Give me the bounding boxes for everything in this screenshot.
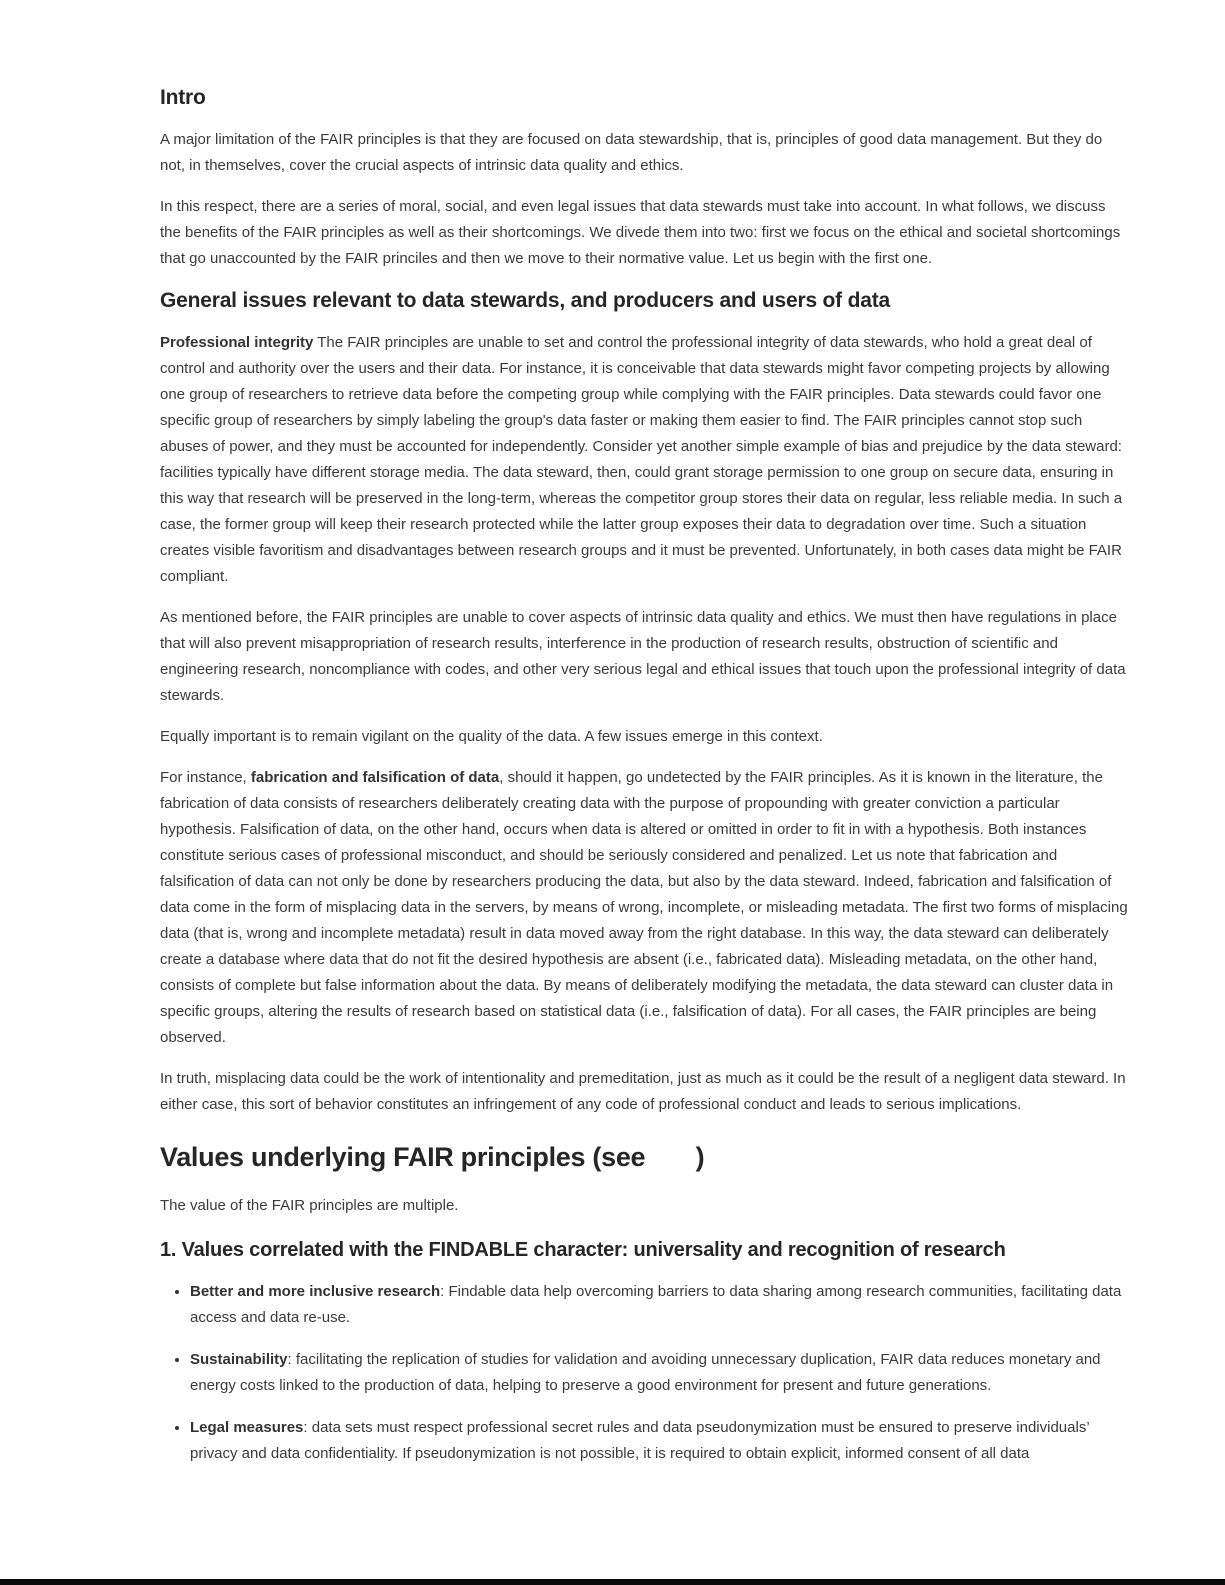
- paragraph-value-multiple: The value of the FAIR principles are multiple.: [160, 1197, 459, 1214]
- list-item-legal-measures: [190, 1415, 1130, 1467]
- text-segment: For instance,: [160, 769, 251, 786]
- paragraph-moral-social-legal: In this respect, there are a series of moral, social, and even legal issues that data stewards must take into account. In what follows, we discuss the benefits of the FAIR principles as well as their shortcomings. We divede them into two: first we focus on the ethical and societal shortcomings that go unaccounted by the FAIR princiles and then we move to their normative value. Let us begin with the first one.: [160, 198, 1121, 267]
- general-issues-heading: General issues relevant to data stewards, and producers and users of data: [160, 289, 890, 312]
- bullet-term: Sustainability: [190, 1351, 288, 1368]
- paragraph-fabrication-falsification: [160, 765, 1130, 1051]
- paragraph-equally-important: Equally important is to remain vigilant on the quality of the data. A few issues emerge in this context.: [160, 728, 823, 745]
- list-item-sustainability: [190, 1347, 1130, 1399]
- bullet-text: : facilitating the replication of studies for validation and avoiding unnecessary duplication, FAIR data reduces monetary and energy costs linked to the production of data, helping to preserve a good environment for present and future generations.: [190, 1351, 1101, 1394]
- bullet-text: : Findable data help overcoming barriers to data sharing among research communities, facilitating data access and data re-use.: [190, 1283, 1122, 1326]
- intro-heading: Intro: [160, 86, 206, 109]
- paragraph-in-truth: In truth, misplacing data could be the work of intentionality and premeditation, just as much as it could be the result of a negligent data steward. In either case, this sort of behavior constitutes an infringement of any code of professional conduct and leads to serious implications.: [160, 1070, 1126, 1113]
- bold-text-segment: fabrication and falsification of data: [250, 769, 500, 786]
- paragraph-as-mentioned: As mentioned before, the FAIR principles are unable to cover aspects of intrinsic data quality and ethics. We must then have regulations in place that will also prevent misappropriation of research results, interference in the production of research results, obstruction of scientific and engineering research, noncompliance with codes, and other very serious legal and ethical issues that touch upon the professional integrity of data stewards.: [160, 609, 1126, 704]
- paragraph-fair-limitation: A major limitation of the FAIR principles is that they are focused on data stewardship, that is, principles of good data management. But they do not, in themselves, cover the crucial aspects of intrinsic data quality and ethics.: [160, 131, 1103, 174]
- values-underlying-heading: Values underlying FAIR principles (see ): [160, 1142, 705, 1172]
- findable-values-list: [160, 1279, 1130, 1467]
- paragraph-professional-integrity: [160, 330, 1130, 590]
- bullet-text: : data sets must respect professional secret rules and data pseudonymization must be ensured to preserve individuals’ privacy and data confidentiality. If pseudonymization is not possible, it is required to obtain explicit, informed consent of all data: [190, 1419, 1090, 1462]
- findable-values-heading: 1. Values correlated with the FINDABLE character: universality and recognition of research: [160, 1239, 1006, 1261]
- bottom-window-border: [0, 1579, 1225, 1585]
- text-segment: The FAIR principles are unable to set and control the professional integrity of data stewards, who hold a great deal of control and authority over the users and their data. For instance, it is conceivable that data stewards might favor competing projects by allowing one group of researchers to retrieve data before the competing group while complying with the FAIR principles. Data stewards could favor one specific group of researchers by simply labeling the group's data faster or making them easier to find. The FAIR principles cannot stop such abuses of power, and they must be accounted for independently. Consider yet another simple example of bias and prejudice by the data steward: facilities typically have different storage media. The data steward, then, could grant storage permission to one group on secure data, ensuring in this way that research will be preserved in the long-term, whereas the competitor group stores their data on regular, less reliable media. In such a case, the former group will keep their research protected while the latter group exposes their data to degradation over time. Such a situation creates visible favoritism and disadvantages between research groups and it must be prevented. Unfortunately, in both cases data might be FAIR compliant.: [160, 334, 1123, 585]
- text-segment: , should it happen, go undetected by the FAIR principles. As it is known in the literature, the fabrication of data consists of researchers deliberately creating data with the purpose of propounding with greater conviction a particular hypothesis. Falsification of data, on the other hand, occurs when data is altered or omitted in order to fit in with a hypothesis. Both instances constitute serious cases of professional misconduct, and should be seriously considered and penalized. Let us note that fabrication and falsification of data can not only be done by researchers producing the data, but also by the data steward. Indeed, fabrication and falsification of data come in the form of misplacing data in the servers, by means of wrong, incomplete, or misleading metadata. The first two forms of misplacing data (that is, wrong and incomplete metadata) result in data moved away from the right database. In this way, the data steward can deliberately create a database where data that do not fit the desired hypothesis are absent (i.e., fabricated data). Misleading metadata, on the other hand, consists of complete but false information about the data. By means of deliberately modifying the metadata, the data steward can cluster data in specific groups, altering the results of research based on statistical data (i.e., falsification of data). For all cases, the FAIR principles are being observed.: [160, 769, 1128, 1046]
- bullet-term: Better and more inclusive research: [190, 1283, 441, 1300]
- document-page: [160, 84, 1130, 1483]
- bullet-term: Legal measures: [190, 1419, 304, 1436]
- list-item-better-research: [190, 1279, 1130, 1331]
- bold-text-segment: Professional integrity: [160, 334, 314, 351]
